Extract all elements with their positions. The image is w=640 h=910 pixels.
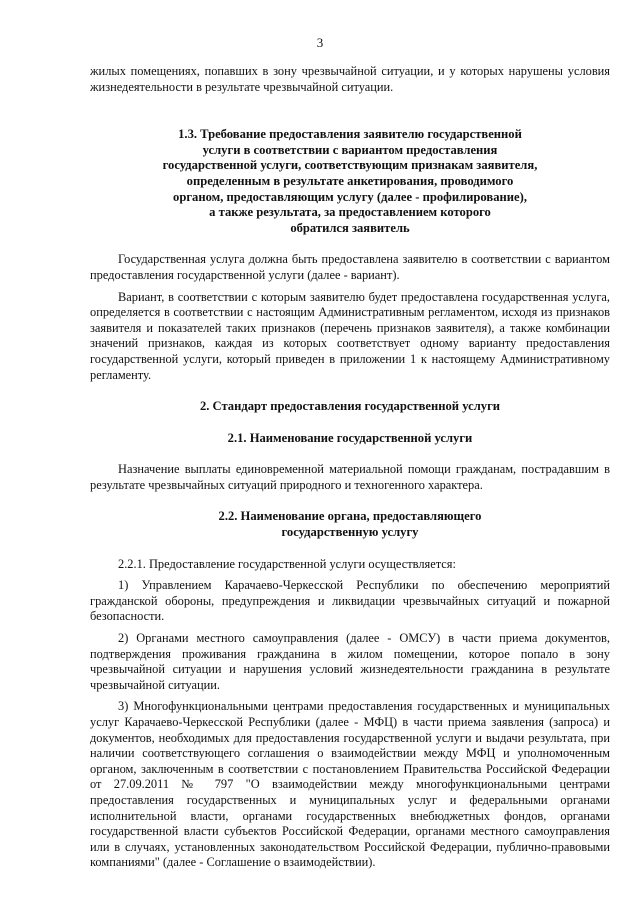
heading-line: обратился заявитель xyxy=(290,220,410,235)
paragraph: 2.2.1. Предоставление государственной услуги осуществляется: xyxy=(118,556,456,571)
heading-line: услуги в соответствии с вариантом предоставления xyxy=(202,142,498,157)
paragraph: Вариант, в соответствии с которым заявителю будет предоставлена государственная услуга, определяется в соответствии с настоящим Административным регламентом, исходя из признаков заявителя и показателей таких признаков (перечень признаков заявителя), а также комбинации значений признаков, каждая из которых соответствует одному варианту предоставления государственной услуги, который приведен в приложении 1 к настоящему Административному регламенту. xyxy=(90,289,610,382)
list-item: 1) Управлением Карачаево-Черкесской Республики по обеспечению мероприятий гражданской обороны, предупреждения и ликвидации чрезвычайных ситуаций и пожарной безопасности. xyxy=(90,578,610,624)
list-item: 3) Многофункциональными центрами предоставления государственных и муниципальных услуг Карачаево-Черкесской Республики (далее - МФЦ) в части приема заявления (запроса) и документов, необходимых для предоставления государственной услуги и выдачи результата, при наличии соответствующего соглашения о взаимодействии между МФЦ и уполномоченным органом, заключенным в соответствии с постановлением Правительства Российской Федерации от 27.09.2011 № 797 "О взаимодействии между многофункциональными центрами предоставления государственных и муниципальных услуг и федеральными органами исполнительной власти, органами государственных внебюджетных фондов, органами государственной власти субъектов Российской Федерации, органами местного самоуправления или в случаях, установленных законодательством Российской Федерации, публично-правовыми компаниями" (далее - Соглашение о взаимодействии). xyxy=(90,699,610,870)
heading-line: органом, предоставляющим услугу (далее - профилирование), xyxy=(173,189,527,204)
paragraph-continuation: жилых помещениях, попавших в зону чрезвычайной ситуации, и у которых нарушены условия жизнедеятельности в результате чрезвычайной ситуации. xyxy=(90,64,610,94)
section-heading-1-3 xyxy=(90,127,610,236)
paragraph: Назначение выплаты единовременной материальной помощи гражданам, пострадавшим в результате чрезвычайных ситуаций природного и техногенного характера. xyxy=(90,462,610,492)
section-heading-2: 2. Стандарт предоставления государственной услуги xyxy=(199,399,501,414)
heading-line: 2.2. Наименование органа, предоставляющего xyxy=(218,509,482,524)
heading-line: государственную услугу xyxy=(281,525,419,540)
heading-line: государственной услуги, соответствующим признакам заявителя, xyxy=(162,158,538,173)
heading-line: а также результата, за предоставлением которого xyxy=(209,205,491,220)
paragraph: Государственная услуга должна быть предоставлена заявителю в соответствии с вариантом предоставления государственной услуги (далее - вариант). xyxy=(90,252,610,282)
heading-line: определенным в результате анкетирования, проводимого xyxy=(186,173,514,188)
section-heading-2-2 xyxy=(90,509,610,540)
section-heading-2-1: 2.1. Наименование государственной услуги xyxy=(227,430,473,445)
list-item: 2) Органами местного самоуправления (далее - ОМСУ) в части приема документов, подтверждения проживания гражданина в жилом помещении, которое попало в зону чрезвычайной ситуации и нарушения условий жизнедеятельности гражданина в результате чрезвычайной ситуации. xyxy=(90,631,610,692)
page-content xyxy=(90,64,610,871)
heading-line: 1.3. Требование предоставления заявителю государственной xyxy=(178,127,522,142)
page-number: 3 xyxy=(316,35,324,50)
